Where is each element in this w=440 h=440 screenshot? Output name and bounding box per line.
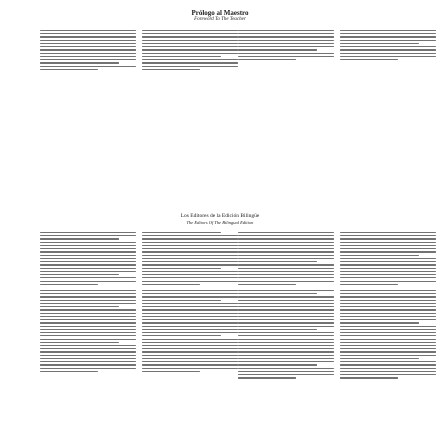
text-line [40, 40, 136, 41]
text-line [340, 49, 436, 50]
text-line [142, 248, 238, 249]
text-line [40, 351, 136, 352]
text-line [340, 351, 436, 352]
text-line [238, 313, 334, 314]
text-line [340, 319, 436, 320]
text-line [340, 313, 436, 314]
text-line [40, 361, 136, 362]
text-line [340, 345, 436, 346]
editors-text-block-left-2 [40, 290, 136, 374]
text-line [340, 56, 436, 57]
text-line [142, 368, 238, 369]
text-line [238, 258, 334, 259]
editors-text-block-left [40, 232, 136, 287]
text-line [340, 342, 436, 343]
text-line [340, 235, 436, 236]
text-line [340, 232, 436, 233]
text-line [238, 271, 334, 272]
text-line [142, 332, 238, 333]
text-line [238, 322, 334, 323]
text-line [340, 255, 419, 256]
text-line [238, 364, 317, 365]
text-line [40, 284, 98, 285]
text-line [142, 306, 238, 307]
text-line [340, 43, 419, 44]
text-line [40, 313, 136, 314]
text-line [142, 235, 238, 236]
text-line [40, 251, 136, 252]
text-line [40, 62, 119, 63]
text-line [40, 258, 136, 259]
text-line [40, 358, 136, 359]
text-line [238, 255, 334, 256]
text-line [238, 49, 317, 50]
text-line [238, 274, 334, 275]
text-line [40, 242, 136, 243]
text-line [340, 368, 436, 369]
foreword-title-spanish: Prólogo al Maestro [191, 9, 249, 17]
text-line [340, 364, 436, 365]
text-line [40, 277, 136, 278]
text-line [340, 361, 436, 362]
text-line [40, 342, 119, 343]
text-line [340, 300, 436, 301]
text-line [340, 355, 436, 356]
text-line [142, 258, 238, 259]
text-line [40, 296, 136, 297]
text-line [238, 293, 317, 294]
text-line [40, 36, 136, 37]
text-line [340, 339, 436, 340]
text-line [142, 348, 238, 349]
text-line [40, 264, 136, 265]
text-line [340, 326, 436, 327]
editors-text-block-right [238, 232, 334, 287]
text-line [40, 281, 136, 282]
text-line [340, 322, 419, 323]
text-line [40, 332, 136, 333]
text-line [40, 335, 136, 336]
text-line [238, 348, 334, 349]
text-line [238, 377, 296, 378]
text-line [238, 316, 334, 317]
text-line [40, 33, 136, 34]
text-line [238, 59, 296, 60]
text-line [142, 232, 221, 233]
text-line [142, 351, 238, 352]
text-line [340, 329, 436, 330]
text-line [340, 290, 436, 291]
text-line [40, 268, 136, 269]
text-line [142, 36, 238, 37]
text-line [40, 345, 136, 346]
text-line [40, 303, 136, 304]
text-line [142, 238, 238, 239]
text-line [142, 264, 238, 265]
text-line [142, 62, 238, 63]
text-line [142, 355, 238, 356]
text-line [238, 361, 334, 362]
text-line [142, 255, 238, 256]
text-line [40, 66, 136, 67]
text-line [142, 40, 238, 41]
text-line [40, 290, 136, 291]
text-line [340, 284, 398, 285]
text-line [238, 306, 334, 307]
text-line [238, 309, 334, 310]
text-line [238, 232, 334, 233]
text-line [142, 300, 221, 301]
text-line [238, 264, 334, 265]
text-line [238, 358, 334, 359]
text-line [340, 374, 436, 375]
text-line [40, 46, 136, 47]
text-line [142, 66, 238, 67]
text-line [238, 368, 334, 369]
text-line [142, 329, 238, 330]
text-line [40, 248, 136, 249]
text-line [238, 56, 334, 57]
text-line [40, 316, 136, 317]
text-line [142, 326, 238, 327]
text-line [340, 59, 398, 60]
text-line [142, 342, 238, 343]
text-line [340, 293, 436, 294]
text-line [340, 274, 436, 275]
text-line [40, 271, 136, 272]
text-line [142, 293, 238, 294]
text-line [40, 59, 136, 60]
text-line [340, 271, 436, 272]
text-line [40, 238, 119, 239]
text-line [40, 245, 136, 246]
text-line [238, 251, 334, 252]
text-line [238, 235, 334, 236]
text-line [340, 306, 436, 307]
text-line [238, 374, 334, 375]
text-line [40, 261, 136, 262]
text-line [142, 313, 238, 314]
text-line [340, 238, 436, 239]
text-line [142, 303, 238, 304]
text-line [340, 309, 436, 310]
text-line [340, 248, 436, 249]
text-line [40, 355, 136, 356]
text-line [40, 368, 136, 369]
text-line [238, 351, 334, 352]
editors-title-english: The Editors Of The Bilingual Edition [186, 220, 254, 225]
text-line [142, 30, 238, 31]
text-line [340, 303, 436, 304]
text-line [340, 316, 436, 317]
text-line [40, 326, 136, 327]
text-line [238, 332, 334, 333]
text-line [40, 319, 136, 320]
text-line [142, 371, 200, 372]
text-line [142, 309, 238, 310]
editors-text-block-right-2 [238, 290, 334, 381]
text-line [142, 245, 238, 246]
text-line [142, 242, 238, 243]
text-line [238, 342, 334, 343]
text-line [340, 358, 419, 359]
text-line [238, 335, 334, 336]
text-line [340, 277, 436, 278]
text-line [238, 345, 334, 346]
text-line [340, 30, 436, 31]
text-line [238, 30, 334, 31]
foreword-text-block-left [40, 30, 136, 70]
text-line [142, 281, 238, 282]
text-line [340, 53, 436, 54]
text-line [238, 36, 334, 37]
text-line [142, 49, 238, 50]
text-line [340, 281, 436, 282]
text-line [40, 43, 136, 44]
text-line [40, 364, 136, 365]
text-line [340, 33, 436, 34]
text-line [238, 238, 334, 239]
text-line [238, 43, 334, 44]
text-line [142, 345, 238, 346]
text-line [40, 348, 136, 349]
text-line [238, 290, 334, 291]
text-line [40, 232, 136, 233]
text-line [340, 261, 436, 262]
text-line [340, 268, 436, 269]
text-line [40, 49, 136, 50]
text-line [238, 53, 334, 54]
text-line [238, 242, 334, 243]
text-line [40, 30, 136, 31]
text-line [142, 322, 238, 323]
text-line [142, 261, 238, 262]
text-line [238, 319, 334, 320]
text-line [142, 335, 221, 336]
text-line [238, 339, 334, 340]
text-line [238, 245, 334, 246]
text-line [142, 339, 238, 340]
text-line [340, 377, 398, 378]
text-line [40, 69, 98, 70]
text-line [340, 348, 436, 349]
text-line [142, 69, 200, 70]
text-line [340, 251, 436, 252]
text-line [238, 33, 334, 34]
text-line [142, 271, 238, 272]
foreword-title-english: Foreword To The Teacher [194, 17, 246, 22]
text-line [142, 33, 238, 34]
text-line [142, 56, 221, 57]
text-line [142, 277, 238, 278]
text-line [340, 40, 436, 41]
text-line [40, 53, 136, 54]
text-line [340, 332, 436, 333]
text-line [238, 303, 334, 304]
text-line [340, 36, 436, 37]
text-line [238, 326, 334, 327]
text-line [40, 371, 98, 372]
text-line [142, 59, 238, 60]
text-line [340, 264, 436, 265]
text-line [40, 293, 136, 294]
text-line [40, 274, 119, 275]
text-line [238, 355, 334, 356]
text-line [340, 245, 436, 246]
text-line [238, 284, 296, 285]
text-line [142, 358, 238, 359]
editors-text-block-left-b [142, 232, 238, 287]
foreword-text-block-right-b [340, 30, 436, 70]
text-line [142, 364, 238, 365]
text-line [142, 53, 238, 54]
text-line [40, 339, 136, 340]
text-line [142, 296, 238, 297]
text-line [142, 319, 238, 320]
text-line [142, 268, 221, 269]
text-line [40, 322, 136, 323]
text-line [142, 274, 238, 275]
text-line [340, 46, 436, 47]
text-line [40, 306, 119, 307]
editors-title-spanish: Los Editores de la Edición Bilingüe [180, 213, 260, 219]
text-line [340, 335, 436, 336]
text-line [238, 277, 334, 278]
editors-text-block-left-2b [142, 290, 238, 374]
text-line [40, 309, 136, 310]
text-line [40, 329, 136, 330]
editors-text-block-right-b [340, 232, 436, 287]
text-line [238, 371, 334, 372]
text-line [40, 255, 136, 256]
text-line [142, 361, 238, 362]
text-line [142, 316, 238, 317]
foreword-text-block-right [238, 30, 334, 70]
text-line [238, 300, 334, 301]
text-line [40, 235, 136, 236]
text-line [238, 261, 317, 262]
text-line [142, 290, 238, 291]
text-line [340, 242, 436, 243]
text-line [238, 281, 334, 282]
text-line [142, 43, 238, 44]
editors-text-block-right-2b [340, 290, 436, 381]
text-line [340, 258, 436, 259]
text-line [40, 300, 136, 301]
text-line [238, 268, 334, 269]
text-line [40, 56, 136, 57]
text-line [142, 284, 200, 285]
text-line [238, 40, 334, 41]
text-line [238, 248, 334, 249]
text-line [238, 296, 334, 297]
text-line [238, 46, 334, 47]
text-line [142, 46, 238, 47]
text-line [340, 296, 436, 297]
text-line [340, 371, 436, 372]
text-line [142, 251, 238, 252]
foreword-text-block-left-b [142, 30, 238, 70]
text-line [238, 329, 317, 330]
